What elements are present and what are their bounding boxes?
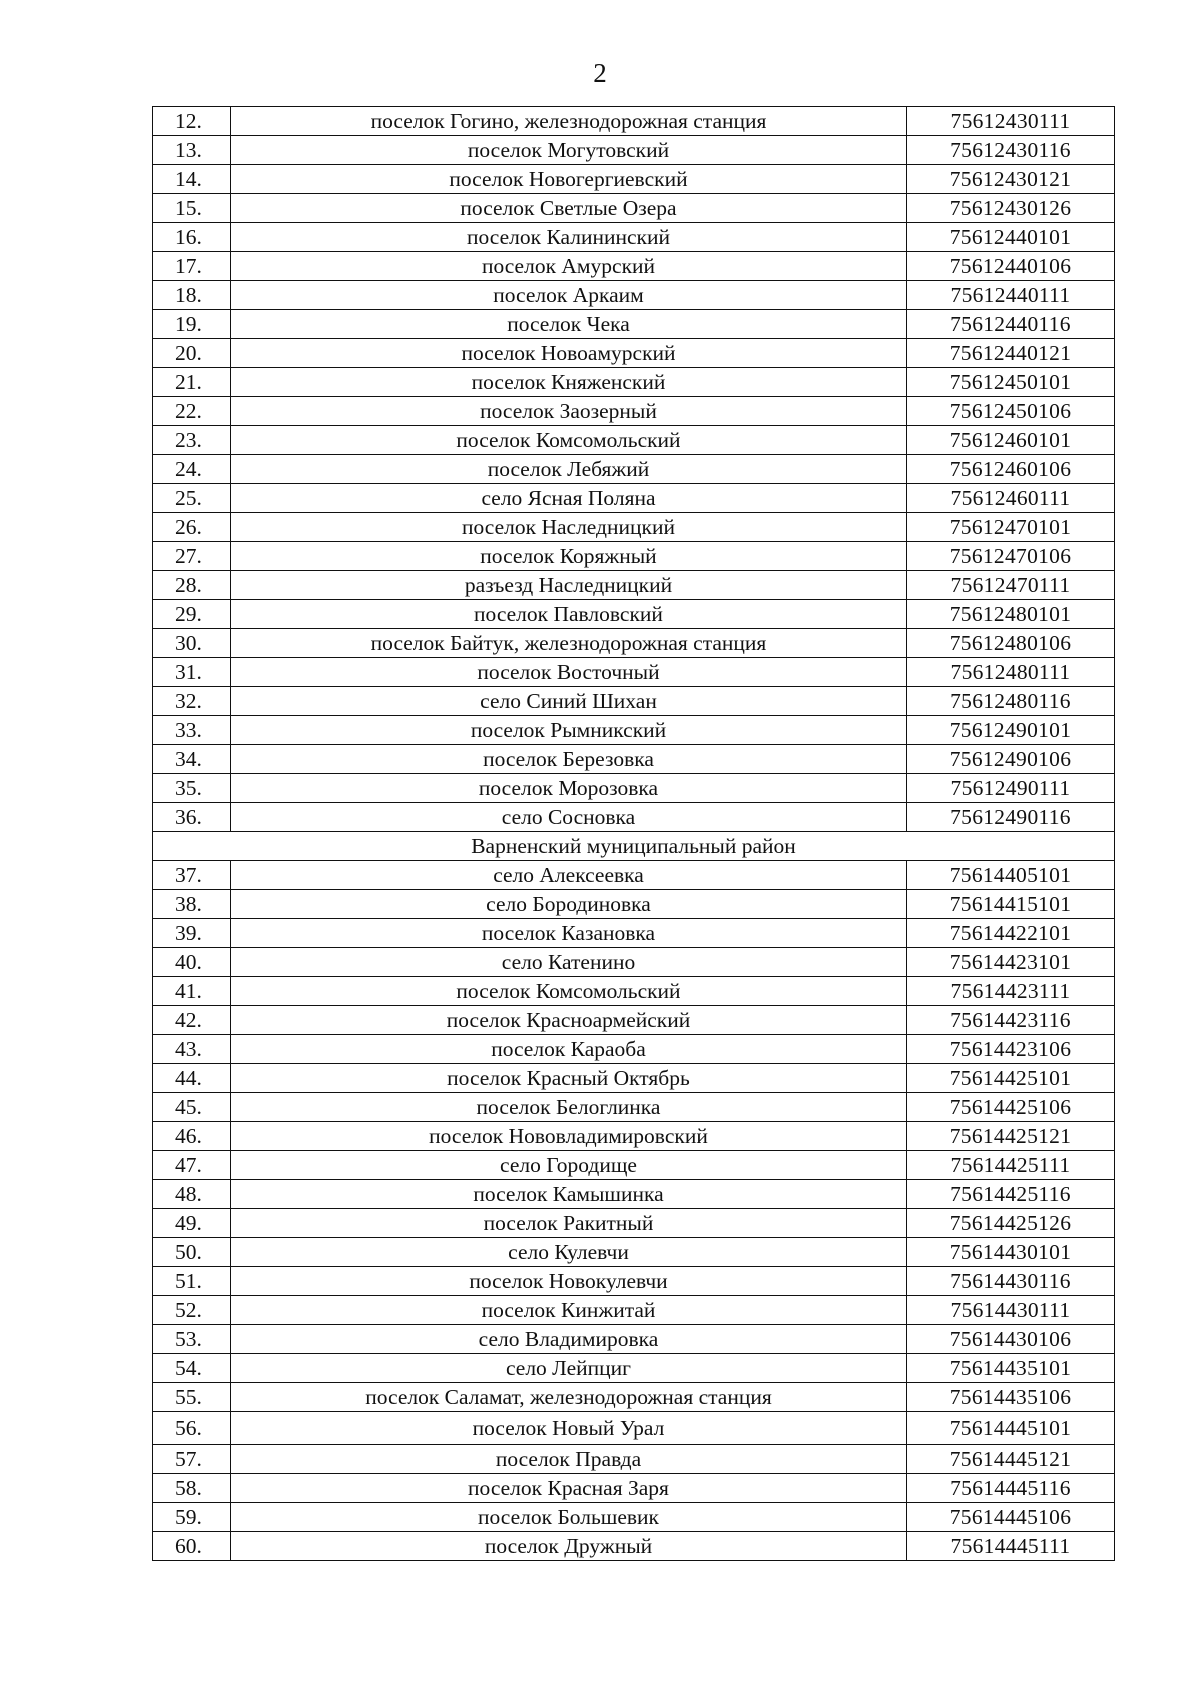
table-row (153, 629, 1115, 658)
table-row (153, 455, 1115, 484)
row-number: 46. (153, 1122, 231, 1151)
settlement-name: поселок Светлые Озера (231, 194, 907, 223)
table-row (153, 107, 1115, 136)
table-row (153, 1354, 1115, 1383)
settlement-name: село Ясная Поляна (231, 484, 907, 513)
settlement-name: поселок Красный Октябрь (231, 1064, 907, 1093)
table-row (153, 513, 1115, 542)
settlement-code: 75614435101 (907, 1354, 1115, 1383)
settlement-name: село Катенино (231, 948, 907, 977)
settlement-code: 75612430121 (907, 165, 1115, 194)
table-row (153, 1064, 1115, 1093)
settlement-code: 75612490111 (907, 774, 1115, 803)
row-number: 48. (153, 1180, 231, 1209)
row-number: 41. (153, 977, 231, 1006)
table-row (153, 890, 1115, 919)
row-number: 35. (153, 774, 231, 803)
settlement-name: поселок Нововладимировский (231, 1122, 907, 1151)
row-number: 26. (153, 513, 231, 542)
settlement-code: 75612490101 (907, 716, 1115, 745)
settlement-name: село Владимировка (231, 1325, 907, 1354)
row-number: 33. (153, 716, 231, 745)
settlement-code: 75612430126 (907, 194, 1115, 223)
settlement-code: 75614423106 (907, 1035, 1115, 1064)
table-row (153, 716, 1115, 745)
table-row (153, 136, 1115, 165)
settlement-name: поселок Гогино, железнодорожная станция (231, 107, 907, 136)
settlement-code: 75612490116 (907, 803, 1115, 832)
settlement-code: 75614425121 (907, 1122, 1115, 1151)
row-number: 20. (153, 339, 231, 368)
settlement-name: село Синий Шихан (231, 687, 907, 716)
table-row (153, 1296, 1115, 1325)
table-row (153, 310, 1115, 339)
settlement-name: село Кулевчи (231, 1238, 907, 1267)
table-row (153, 1503, 1115, 1532)
table-row (153, 745, 1115, 774)
settlement-name: поселок Новоамурский (231, 339, 907, 368)
settlement-code: 75612460111 (907, 484, 1115, 513)
row-number: 43. (153, 1035, 231, 1064)
settlement-name: село Бородиновка (231, 890, 907, 919)
settlement-name: поселок Саламат, железнодорожная станция (231, 1383, 907, 1412)
table-row (153, 281, 1115, 310)
row-number: 27. (153, 542, 231, 571)
settlement-code: 75614422101 (907, 919, 1115, 948)
settlement-name: поселок Наследницкий (231, 513, 907, 542)
settlement-name: поселок Березовка (231, 745, 907, 774)
settlement-name: поселок Комсомольский (231, 977, 907, 1006)
settlement-code: 75614425101 (907, 1064, 1115, 1093)
table-row (153, 339, 1115, 368)
table-row (153, 1122, 1115, 1151)
table-row (153, 1267, 1115, 1296)
row-number: 25. (153, 484, 231, 513)
settlement-code: 75614405101 (907, 861, 1115, 890)
row-number: 16. (153, 223, 231, 252)
settlement-name: поселок Аркаим (231, 281, 907, 310)
settlement-code: 75614423101 (907, 948, 1115, 977)
settlement-name: разъезд Наследницкий (231, 571, 907, 600)
row-number: 59. (153, 1503, 231, 1532)
settlement-name: поселок Большевик (231, 1503, 907, 1532)
table-row (153, 861, 1115, 890)
settlement-code: 75614415101 (907, 890, 1115, 919)
row-number: 38. (153, 890, 231, 919)
row-number: 58. (153, 1474, 231, 1503)
row-number: 19. (153, 310, 231, 339)
table-row (153, 368, 1115, 397)
settlement-name: село Сосновка (231, 803, 907, 832)
settlement-code: 75612470101 (907, 513, 1115, 542)
row-number: 32. (153, 687, 231, 716)
table-row (153, 1474, 1115, 1503)
row-number: 37. (153, 861, 231, 890)
settlement-name: поселок Камышинка (231, 1180, 907, 1209)
row-number: 42. (153, 1006, 231, 1035)
settlement-code: 75614425126 (907, 1209, 1115, 1238)
settlement-code: 75614430116 (907, 1267, 1115, 1296)
settlement-name: поселок Комсомольский (231, 426, 907, 455)
settlement-name: поселок Павловский (231, 600, 907, 629)
row-number: 18. (153, 281, 231, 310)
settlement-name: поселок Княженский (231, 368, 907, 397)
row-number: 22. (153, 397, 231, 426)
table-row (153, 600, 1115, 629)
settlement-name: поселок Красноармейский (231, 1006, 907, 1035)
settlement-code: 75614425106 (907, 1093, 1115, 1122)
row-number: 54. (153, 1354, 231, 1383)
row-number: 30. (153, 629, 231, 658)
settlement-name: поселок Казановка (231, 919, 907, 948)
table-row (153, 1093, 1115, 1122)
table-row (153, 484, 1115, 513)
settlement-code: 75612440106 (907, 252, 1115, 281)
settlement-name: поселок Калининский (231, 223, 907, 252)
table-row (153, 687, 1115, 716)
settlement-code: 75612430116 (907, 136, 1115, 165)
table-row (153, 1238, 1115, 1267)
settlement-code: 75612440121 (907, 339, 1115, 368)
row-number: 36. (153, 803, 231, 832)
settlement-code: 75614445101 (907, 1412, 1115, 1445)
table-row (153, 252, 1115, 281)
row-number: 47. (153, 1151, 231, 1180)
settlement-code: 75614435106 (907, 1383, 1115, 1412)
settlement-name: поселок Правда (231, 1445, 907, 1474)
table-row (153, 223, 1115, 252)
row-number: 14. (153, 165, 231, 194)
settlement-name: село Алексеевка (231, 861, 907, 890)
settlement-code: 75612440111 (907, 281, 1115, 310)
row-number: 44. (153, 1064, 231, 1093)
settlement-name: поселок Коряжный (231, 542, 907, 571)
table-row (153, 1445, 1115, 1474)
settlement-name: поселок Морозовка (231, 774, 907, 803)
settlement-code: 75614425116 (907, 1180, 1115, 1209)
settlement-code: 75612480106 (907, 629, 1115, 658)
settlement-code: 75614423116 (907, 1006, 1115, 1035)
settlement-name: поселок Байтук, железнодорожная станция (231, 629, 907, 658)
settlement-code: 75614445121 (907, 1445, 1115, 1474)
settlement-code: 75612480116 (907, 687, 1115, 716)
settlement-code: 75612460106 (907, 455, 1115, 484)
settlement-name: поселок Караоба (231, 1035, 907, 1064)
section-heading-row (153, 832, 1115, 861)
settlement-code: 75612480101 (907, 600, 1115, 629)
settlement-code: 75612480111 (907, 658, 1115, 687)
settlement-code: 75614445111 (907, 1532, 1115, 1561)
settlement-code: 75612440116 (907, 310, 1115, 339)
settlement-code: 75614430101 (907, 1238, 1115, 1267)
settlement-name: поселок Амурский (231, 252, 907, 281)
table-row (153, 803, 1115, 832)
table-row (153, 1209, 1115, 1238)
row-number: 39. (153, 919, 231, 948)
settlement-code: 75612450101 (907, 368, 1115, 397)
table-row (153, 1412, 1115, 1445)
settlement-code: 75614445106 (907, 1503, 1115, 1532)
row-number: 52. (153, 1296, 231, 1325)
row-number: 17. (153, 252, 231, 281)
row-number: 55. (153, 1383, 231, 1412)
row-number: 56. (153, 1412, 231, 1445)
settlement-code: 75612460101 (907, 426, 1115, 455)
row-number: 13. (153, 136, 231, 165)
table-row (153, 658, 1115, 687)
settlement-code: 75614425111 (907, 1151, 1115, 1180)
table-row (153, 397, 1115, 426)
table-row (153, 919, 1115, 948)
settlement-name: село Лейпциг (231, 1354, 907, 1383)
settlement-code: 75614430106 (907, 1325, 1115, 1354)
row-number: 28. (153, 571, 231, 600)
settlement-name: поселок Кинжитай (231, 1296, 907, 1325)
table-row (153, 1180, 1115, 1209)
row-number: 49. (153, 1209, 231, 1238)
table-row (153, 774, 1115, 803)
settlement-name: поселок Лебяжий (231, 455, 907, 484)
settlement-name: поселок Новый Урал (231, 1412, 907, 1445)
row-number: 40. (153, 948, 231, 977)
settlement-name: село Городище (231, 1151, 907, 1180)
table-row (153, 165, 1115, 194)
settlements-table-body (153, 107, 1115, 1561)
row-number: 31. (153, 658, 231, 687)
row-number: 51. (153, 1267, 231, 1296)
settlement-code: 75612450106 (907, 397, 1115, 426)
settlement-code: 75612470106 (907, 542, 1115, 571)
settlement-name: поселок Белоглинка (231, 1093, 907, 1122)
settlement-name: поселок Ракитный (231, 1209, 907, 1238)
settlement-name: поселок Новокулевчи (231, 1267, 907, 1296)
table-row (153, 1532, 1115, 1561)
settlement-name: поселок Новогергиевский (231, 165, 907, 194)
table-row (153, 542, 1115, 571)
row-number: 50. (153, 1238, 231, 1267)
table-row (153, 426, 1115, 455)
row-number: 34. (153, 745, 231, 774)
settlement-name: поселок Восточный (231, 658, 907, 687)
row-number: 60. (153, 1532, 231, 1561)
table-row (153, 571, 1115, 600)
settlement-code: 75612470111 (907, 571, 1115, 600)
settlement-name: поселок Красная Заря (231, 1474, 907, 1503)
settlement-code: 75612430111 (907, 107, 1115, 136)
table-row (153, 977, 1115, 1006)
table-row (153, 1151, 1115, 1180)
settlement-code: 75612440101 (907, 223, 1115, 252)
settlement-name: поселок Дружный (231, 1532, 907, 1561)
table-row (153, 1325, 1115, 1354)
settlement-code: 75614423111 (907, 977, 1115, 1006)
section-heading: Варненский муниципальный район (153, 832, 1115, 861)
settlements-table (152, 106, 1115, 1561)
row-number: 53. (153, 1325, 231, 1354)
settlement-name: поселок Заозерный (231, 397, 907, 426)
table-row (153, 948, 1115, 977)
row-number: 24. (153, 455, 231, 484)
row-number: 45. (153, 1093, 231, 1122)
settlement-name: поселок Могутовский (231, 136, 907, 165)
settlement-code: 75614430111 (907, 1296, 1115, 1325)
row-number: 23. (153, 426, 231, 455)
table-row (153, 1383, 1115, 1412)
row-number: 21. (153, 368, 231, 397)
row-number: 15. (153, 194, 231, 223)
row-number: 12. (153, 107, 231, 136)
settlement-name: поселок Рымникский (231, 716, 907, 745)
settlement-name: поселок Чека (231, 310, 907, 339)
settlement-code: 75612490106 (907, 745, 1115, 774)
settlement-code: 75614445116 (907, 1474, 1115, 1503)
row-number: 29. (153, 600, 231, 629)
table-row (153, 194, 1115, 223)
row-number: 57. (153, 1445, 231, 1474)
table-row (153, 1006, 1115, 1035)
table-row (153, 1035, 1115, 1064)
page-number: 2 (593, 58, 607, 88)
